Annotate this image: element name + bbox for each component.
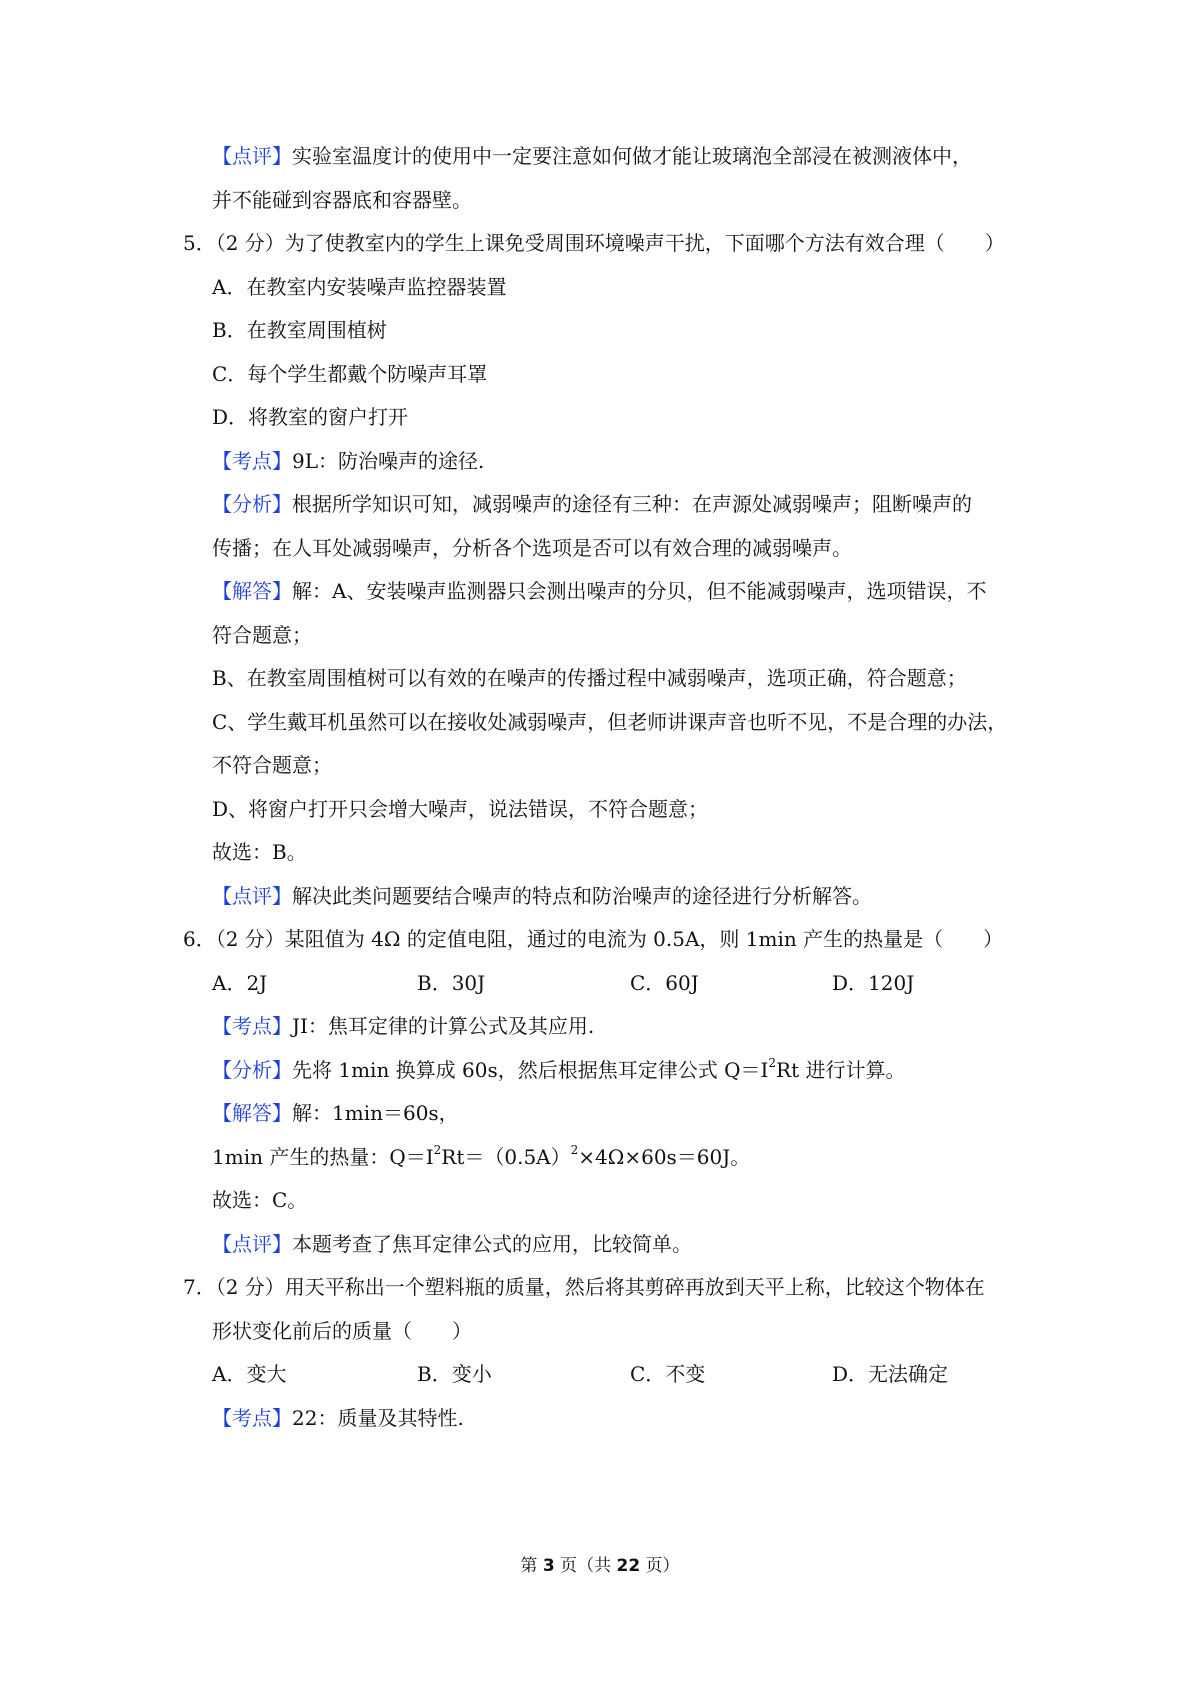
q6-dianping: 【点评】本题考查了焦耳定律公式的应用，比较简单。 — [212, 1232, 692, 1256]
q6-kaodian: 【考点】JI：焦耳定律的计算公式及其应用. — [212, 1014, 595, 1038]
jieda-tag: 【解答】 — [212, 579, 292, 603]
q7-option-b: B．变小 — [417, 1362, 492, 1386]
q5-option-c: C．每个学生都戴个防噪声耳罩 — [212, 362, 488, 386]
q5-option-d: D．将教室的窗户打开 — [212, 405, 409, 429]
page-number: 3 — [542, 1556, 555, 1576]
kaodian-tag: 【考点】 — [212, 449, 292, 473]
page-total: 22 — [616, 1556, 641, 1576]
q6-jieda-line-1: 【解答】解：1min＝60s， — [212, 1101, 459, 1125]
fenxi-tag: 【分析】 — [212, 1058, 292, 1082]
q6-fenxi: 【分析】先将 1min 换算成 60s，然后根据焦耳定律公式 $Q=I^2Rt$ 进行计算。 — [212, 1056, 906, 1082]
q5-stem: 5．（2 分）为了使教室内的学生上课免受周围环境噪声干扰，下面哪个方法有效合理（ ） — [183, 231, 1005, 255]
kaodian-tag: 【考点】 — [212, 1014, 292, 1038]
q7-stem-line-2: 形状变化前后的质量（ ） — [212, 1319, 472, 1343]
q5-kaodian: 【考点】9L：防治噪声的途径. — [212, 449, 485, 473]
q5-jieda-line-5: 不符合题意； — [212, 753, 332, 777]
q5-option-b: B．在教室周围植树 — [212, 318, 387, 342]
page-footer: 第 3 页（共 22 页） — [520, 1556, 680, 1576]
q7-option-a: A．变大 — [212, 1362, 287, 1386]
dianping-tag: 【点评】 — [212, 144, 292, 168]
dianping-tag: 【点评】 — [212, 884, 292, 908]
q5-option-a: A．在教室内安装噪声监控器装置 — [212, 275, 507, 299]
q5-answer: 故选：B。 — [212, 840, 307, 864]
dianping-tag: 【点评】 — [212, 1232, 292, 1256]
q6-option-b: B．30J — [417, 971, 486, 995]
q5-jieda-line-4: C、学生戴耳机虽然可以在接收处减弱噪声，但老师讲课声音也听不见，不是合理的办法， — [212, 710, 1008, 734]
prev-dianping-line-2: 并不能碰到容器底和容器壁。 — [212, 188, 472, 212]
q5-dianping: 【点评】解决此类问题要结合噪声的特点和防治噪声的途径进行分析解答。 — [212, 884, 872, 908]
q7-stem-line-1: 7．（2 分）用天平称出一个塑料瓶的质量，然后将其剪碎再放到天平上称，比较这个物体在 — [183, 1275, 985, 1299]
q5-jieda-line-1: 【解答】解：A、安装噪声监测器只会测出噪声的分贝，但不能减弱噪声，选项错误，不 — [212, 579, 987, 603]
q7-option-c: C．不变 — [630, 1362, 706, 1386]
q5-fenxi-line-1: 【分析】根据所学知识可知，减弱噪声的途径有三种：在声源处减弱噪声；阻断噪声的 — [212, 492, 972, 516]
q6-option-a: A．2J — [212, 971, 268, 995]
q5-jieda-line-2: 符合题意； — [212, 623, 312, 647]
q7-option-d: D．无法确定 — [832, 1362, 949, 1386]
jieda-tag: 【解答】 — [212, 1101, 292, 1125]
q6-option-d: D．120J — [832, 971, 915, 995]
q6-stem: 6．（2 分）某阻值为 4Ω 的定值电阻，通过的电流为 0.5A，则 1min 产生的热量是（ ） — [183, 927, 1004, 951]
q6-jieda-line-2: 1min 产生的热量：$Q=I^2Rt=(0.5A)^2\times 4\Omega\times 60s=60J$。 — [212, 1143, 751, 1169]
q6-option-c: C．60J — [630, 971, 699, 995]
fenxi-tag: 【分析】 — [212, 492, 292, 516]
q6-answer: 故选：C。 — [212, 1188, 308, 1212]
q7-kaodian: 【考点】22：质量及其特性. — [212, 1406, 464, 1430]
q5-jieda-line-6: D、将窗户打开只会增大噪声，说法错误，不符合题意； — [212, 797, 709, 821]
q5-fenxi-line-2: 传播；在人耳处减弱噪声，分析各个选项是否可以有效合理的减弱噪声。 — [212, 536, 852, 560]
prev-dianping-line-1: 【点评】实验室温度计的使用中一定要注意如何做才能让玻璃泡全部浸在被测液体中， — [212, 144, 972, 168]
q5-jieda-line-3: B、在教室周围植树可以有效的在噪声的传播过程中减弱噪声，选项正确，符合题意； — [212, 666, 967, 690]
kaodian-tag: 【考点】 — [212, 1406, 292, 1430]
